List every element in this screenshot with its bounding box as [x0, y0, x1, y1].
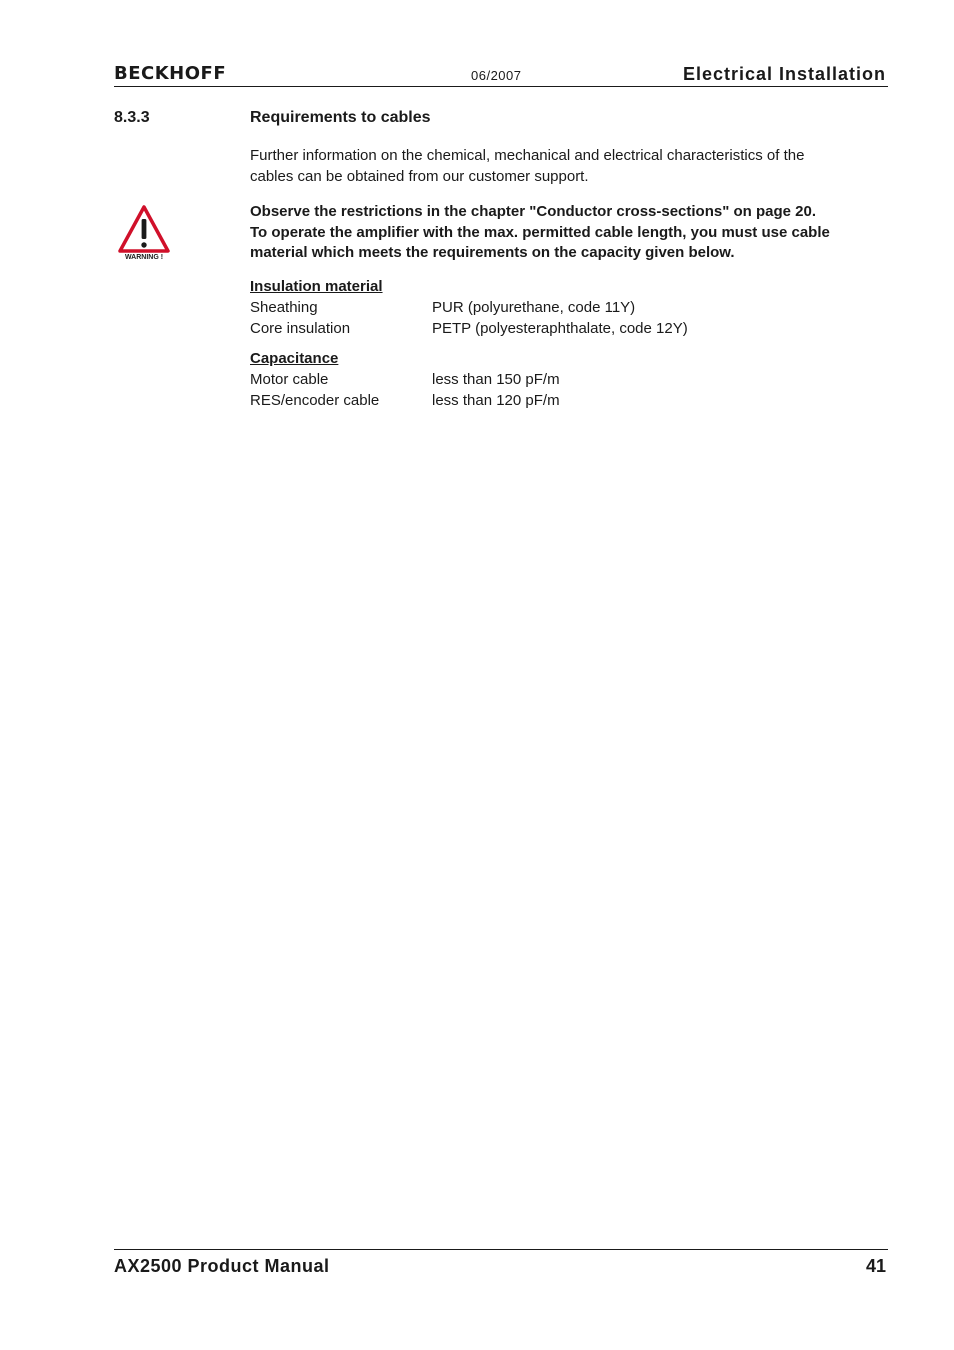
- sheathing-label: Sheathing: [250, 299, 318, 316]
- core-insulation-value: PETP (polyesteraphthalate, code 12Y): [432, 320, 688, 337]
- brand-logo: BECKHOFF: [114, 63, 227, 84]
- encoder-cable-label: RES/encoder cable: [250, 392, 380, 409]
- footer-manual-title: AX2500 Product Manual: [114, 1256, 330, 1276]
- motor-cable-label: Motor cable: [250, 371, 329, 388]
- header-divider: [114, 86, 888, 87]
- intro-line: Further information on the chemical, mechanical and electrical characteristics of the: [250, 147, 805, 164]
- encoder-cable-value: less than 120 pF/m: [432, 392, 560, 409]
- warning-icon-label: WARNING !: [124, 254, 164, 260]
- section-title: Requirements to cables: [250, 109, 431, 126]
- warning-line: To operate the amplifier with the max. permitted cable length, you must use cable: [250, 223, 830, 241]
- warning-line: Observe the restrictions in the chapter "Conductor cross-sections" on page 20.: [250, 203, 817, 220]
- warning-icon: [117, 204, 171, 260]
- footer-divider: [114, 1249, 888, 1250]
- intro-paragraph: [250, 146, 870, 187]
- warning-text: [250, 202, 890, 264]
- core-insulation-label: Core insulation: [250, 320, 351, 337]
- warning-line: material which meets the requirements on the capacity given below.: [250, 244, 735, 261]
- intro-line: cables can be obtained from our customer support.: [250, 167, 589, 185]
- section-number: 8.3.3: [114, 109, 150, 126]
- capacitance-heading: Capacitance: [250, 350, 339, 367]
- sheathing-value: PUR (polyurethane, code 11Y): [432, 299, 636, 316]
- motor-cable-value: less than 150 pF/m: [432, 371, 560, 388]
- header-date: 06/2007: [471, 68, 522, 83]
- header-section-title: Electrical Installation: [682, 64, 886, 84]
- page-number: 41: [865, 1256, 886, 1276]
- insulation-heading: Insulation material: [250, 278, 383, 295]
